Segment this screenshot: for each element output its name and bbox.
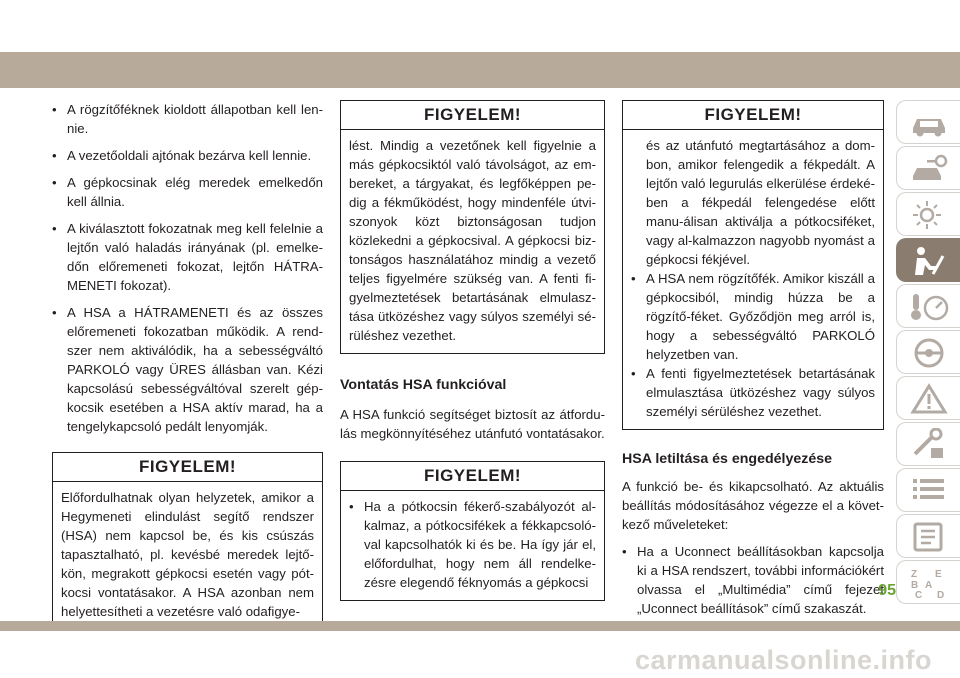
warning-title: FIGYELEM!	[341, 462, 604, 491]
warning-box	[340, 461, 605, 601]
tab-driving[interactable]	[896, 330, 960, 374]
tab-car-key[interactable]	[896, 146, 960, 190]
list-item: • A rögzítőféknek kioldott állapotban kell len-nie.	[52, 102, 323, 136]
tab-specs[interactable]	[896, 468, 960, 512]
list-item: • A vezetőoldali ajtónak bezárva kell lennie.	[52, 148, 312, 163]
alphabet-index-icon	[907, 566, 951, 600]
svg-text:C: C	[915, 590, 923, 600]
light-icon	[907, 198, 951, 232]
chapter-tabs	[896, 100, 960, 606]
tab-service[interactable]	[896, 422, 960, 466]
svg-text:A: A	[925, 580, 933, 591]
gauge-icon	[907, 290, 951, 324]
svg-text:B: B	[911, 580, 919, 591]
warning-box	[52, 452, 323, 630]
tab-gauge[interactable]	[896, 284, 960, 328]
header-bar	[0, 52, 960, 88]
footer-bar	[0, 621, 960, 631]
tab-safety[interactable]	[896, 238, 960, 282]
car-key-icon	[907, 152, 951, 186]
warning-title: FIGYELEM!	[341, 101, 604, 130]
tab-emergency[interactable]	[896, 376, 960, 420]
list-item: • A kiválasztott fokozatnak meg kell felelnie a lejtőn való haladás irányának (pl. emelke-dőn előremeneti fokozat, lejtőn HÁTRA-MENETI fokozat).	[52, 221, 323, 293]
list-item: • A HSA nem rögzítőfék. Amikor kiszáll a gépkocsiból, mindig húzza be a rögzítő-féket. Győződjön meg arról is, hogy a sebességváltó PARKOLÓ helyzetben van.	[631, 271, 875, 362]
warning-text: lést. Mindig a vezetőnek kell figyelnie a más gépkocsiktól való távolságot, az em-bereket, a tárgyakat, és legfőképpen pe-dig a fékműködést, hogy mindenféle útvi-szonyok közt biztonságosan tudjon közlekedni a gépkocsival. A gépkocsi biz-tonságos használatához mindig a vezető teljes figyelmére szükség van. A fenti fi-gyelmeztetések betartásának elmulasz-tása ütközéshez vagy súlyos személyi sé-rüléshez vezethet.	[349, 138, 596, 343]
section-heading: Vontatás HSA funkcióval	[340, 377, 507, 393]
tab-index[interactable]	[896, 560, 960, 604]
list-item: • A HSA a HÁTRAMENETI és az összes előremeneti fokozatban működik. A rend-szer nem aktiválódik, ha a sebességváltó PARKOLÓ vagy ÜRES állásban van. Kézi kapcsolású sebességváltóval szerelt gép-kocsik esetében a HSA aktív marad, ha a tengelykapcsoló pedált lenyomják.	[52, 305, 323, 434]
wrench-icon	[907, 336, 951, 370]
tab-light[interactable]	[896, 192, 960, 236]
list-item: • Ha a Uconnect beállításokban kapcsolja ki a HSA rendszert, további információkért olvassa el „Multimédia” című fejezet „Uconnect beállítások” című szakaszát.	[622, 544, 884, 616]
warning-triangle-icon	[907, 382, 951, 416]
paragraph: A HSA funkció segítséget biztosít az átfordu-lás megkönnyítéséhez utánfutó vontatásakor.	[340, 407, 605, 441]
service-icon	[907, 428, 951, 462]
section-heading: HSA letiltása és engedélyezése	[622, 451, 833, 467]
book-icon	[907, 520, 951, 554]
column-3	[622, 100, 884, 626]
warning-text: és az utánfutó megtartásához a dom-bon, amikor felengedik a fékpedált. A lejtőn való legurulás elkerülése érdeké-ben a fékpedál felengedése előtt manu-álisan aktiválja a pótkocsiféket, vagy al-kalmazzon nagyobb nyomást a gépkocsi fékjével.	[646, 138, 875, 267]
warning-title: FIGYELEM!	[623, 101, 883, 130]
list-item: • A gépkocsinak elég meredek emelkedőn kell állnia.	[52, 175, 323, 209]
car-icon	[907, 106, 951, 140]
tab-car[interactable]	[896, 100, 960, 144]
warning-box	[622, 100, 884, 430]
list-item: • Ha a pótkocsin fékerő-szabályozót al-kalmaz, a pótkocsifékek a fékkapcsoló-val kapcsolhatók ki és be. Ha így jár el, előfordulhat, hogy nem áll rendelke-zésre elegendő féknyomás a gépkocsi	[349, 499, 596, 590]
svg-text:Z: Z	[911, 569, 918, 580]
tab-multimedia[interactable]	[896, 514, 960, 558]
list-item: • A fenti figyelmeztetések betartásának elmulasztása ütközéshez vagy súlyos személyi sérüléshez vezethet.	[631, 366, 875, 419]
warning-text: Előfordulhatnak olyan helyzetek, amikor a Hegymeneti elindulást segítő rendszer (HSA) nem kapcsol be, és kis csúszás tapasztalható, pl. kevésbé meredek lejtő-kön, megrakott gépkocsi esetén vagy pót-kocsi vontatásakor. A HSA azonban nem helyettesítheti a vezetésre való odafigye-	[61, 490, 314, 619]
column-2	[340, 100, 605, 601]
warning-title: FIGYELEM!	[53, 453, 322, 482]
paragraph: A funkció be- és kikapcsolható. Az aktuális beállítás módosításához végezze el a követ-kező műveleteket:	[622, 479, 884, 532]
page-number: 95	[878, 582, 896, 599]
seatbelt-icon	[907, 244, 951, 278]
svg-text:E: E	[935, 569, 942, 580]
watermark: carmanualsonline.info	[634, 645, 932, 675]
svg-text:D: D	[937, 590, 945, 600]
column-1	[52, 100, 323, 630]
list-icon	[907, 474, 951, 508]
warning-box	[340, 100, 605, 354]
